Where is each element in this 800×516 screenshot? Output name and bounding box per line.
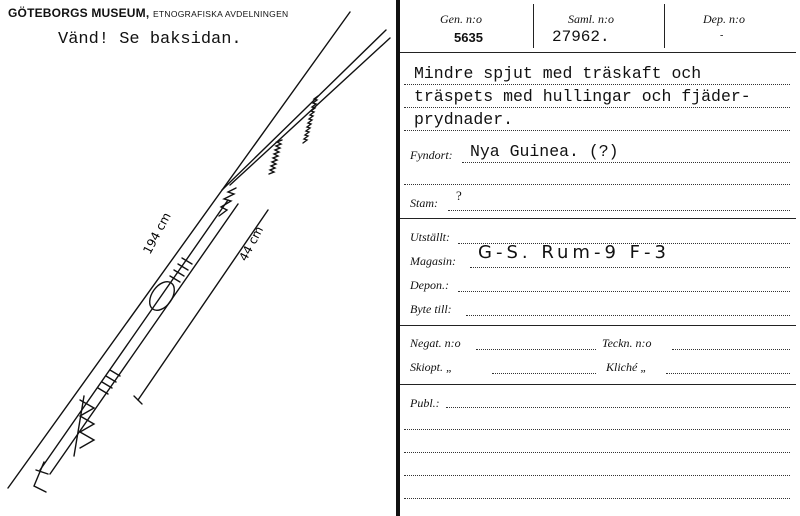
shaft-line-1 [40, 200, 228, 470]
dotted-rule [404, 498, 790, 499]
dep-number: - [720, 30, 724, 41]
dotted-rule [466, 315, 790, 316]
dotted-rule [448, 210, 790, 211]
center-divider [396, 0, 400, 516]
measure-tick [134, 396, 142, 404]
dotted-rule [404, 107, 790, 108]
dotted-rule [492, 373, 596, 374]
stam-value: ? [456, 188, 462, 203]
barb-row-2 [269, 140, 282, 174]
description-line-3: prydnader. [414, 110, 514, 129]
skiopt-label: Skiopt. „ [410, 360, 453, 374]
magasin-value: G-S. Rum-9 F-3 [478, 242, 670, 263]
depon-label: Depon.: [410, 278, 449, 292]
publ-label: Publ.: [410, 396, 440, 410]
dotted-rule [446, 407, 790, 408]
description-line-1: Mindre spjut med träskaft och [414, 64, 702, 83]
spear-tip-line-2 [222, 30, 386, 190]
dotted-rule [672, 349, 790, 350]
dotted-rule [666, 373, 790, 374]
measure-label-1: 194 cm [140, 210, 174, 257]
fyndort-label: Fyndort: [410, 148, 453, 162]
teckn-label: Teckn. n:o [602, 336, 652, 350]
turn-over-note: Vänd! Se baksidan. [58, 30, 242, 49]
dotted-rule [404, 84, 790, 85]
section-rule [400, 218, 796, 219]
magasin-label: Magasin: [410, 254, 456, 268]
header-separator-1 [533, 4, 534, 48]
dep-label: Dep. n:o [703, 12, 745, 26]
section-rule [400, 325, 796, 326]
museum-name: GÖTEBORGS MUSEUM, [8, 6, 150, 20]
header-rule [400, 52, 796, 53]
dotted-rule [404, 452, 790, 453]
spear-tip-line-1 [230, 38, 390, 185]
dotted-rule [404, 184, 790, 185]
dotted-rule [476, 349, 596, 350]
spear-drawing [0, 0, 396, 516]
negat-label: Negat. n:o [410, 336, 461, 350]
department-name: ETNOGRAFISKA AVDELNINGEN [152, 9, 289, 19]
outer-line [8, 12, 350, 488]
dotted-rule [470, 267, 790, 268]
fyndort-value: Nya Guinea. (?) [470, 142, 619, 161]
header-separator-2 [664, 4, 665, 48]
dotted-rule [404, 475, 790, 476]
saml-label: Saml. n:o [568, 12, 614, 26]
section-rule [400, 384, 796, 385]
stam-label: Stam: [410, 196, 438, 210]
gen-label: Gen. n:o [440, 12, 482, 26]
byte-label: Byte till: [410, 302, 452, 316]
dotted-rule [458, 291, 790, 292]
measure-label-2: 44 cm [236, 223, 267, 264]
grip-end [34, 462, 48, 492]
barb-row-3 [219, 188, 236, 216]
description-line-2: träspets med hullingar och fjäder- [414, 87, 751, 106]
gen-number: 5635 [454, 30, 483, 45]
utstallt-label: Utställt: [410, 230, 451, 244]
dotted-rule [404, 130, 790, 131]
dotted-rule [462, 162, 790, 163]
saml-number: 27962. [552, 28, 610, 46]
kliche-label: Kliché „ [606, 360, 647, 374]
dotted-rule [404, 429, 790, 430]
binding-upper [170, 258, 192, 282]
